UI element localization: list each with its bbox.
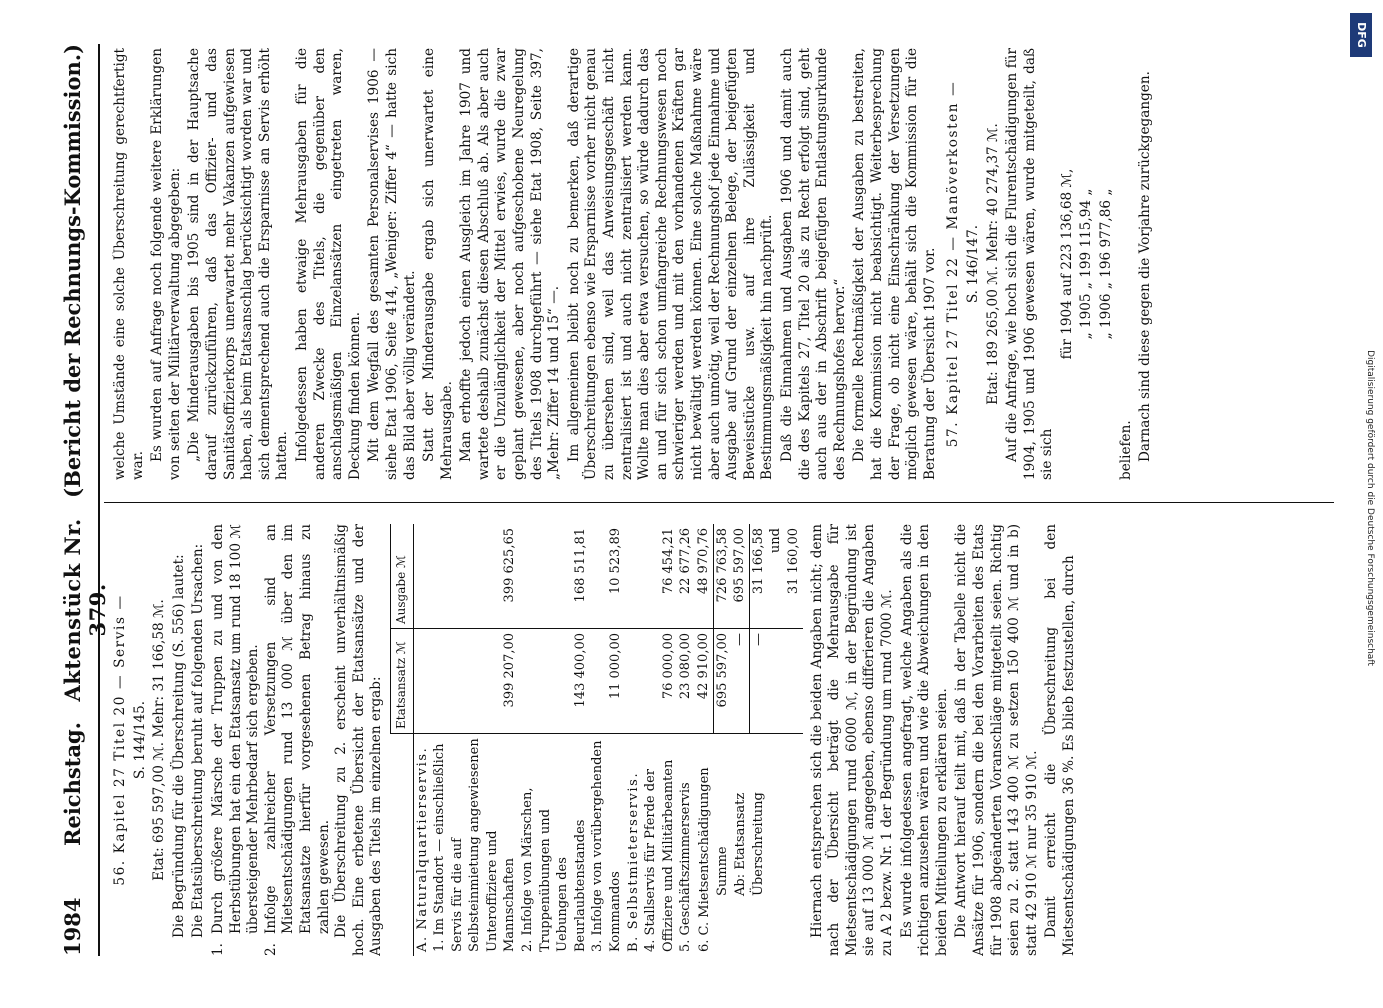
- header-left: Reichstag.: [59, 722, 85, 846]
- table-head-label: [390, 734, 413, 957]
- ueberschreitung-label: Überschreitung: [750, 792, 766, 896]
- para-formell: Die formelle Rechtmäßigkeit der Ausgaben zu bestreiten, hat die Kommission nicht beabsichtigt. Weiterbesprechung der Frage, ob nicht eine Einschränkung der Versetzungen möglich gewesen wäre, behält sich die Kommission für die Beratung der Übersicht 1907 vor.: [850, 48, 938, 480]
- ueberschreitung-etat: —: [749, 629, 767, 734]
- row-5-ausgabe: 22 677,26: [677, 524, 695, 629]
- para-antwort: Die Antwort hierauf teilt mit, daß in der Tabelle nicht die Ansätze für 1906, sondern die bei den Vorarbeiten des Etats für 1908 abgeänderten Voranschläge mitgeteilt seien. Richtig seien zu 2. statt 143 400 ℳ zu setzen 150 400 ℳ und in b) statt 42 910 ℳ nur 35 910 ℳ.: [952, 524, 1040, 956]
- row-5-etat: 23 080,00: [677, 629, 695, 734]
- cause-2-text: Infolge zahlreicher Versetzungen sind an Mietsentschädigungen rund 13 000 ℳ über den im Etatsansatze hierfür vorgesehenen Betrag hinaus zu zahlen gewesen.: [262, 524, 332, 934]
- para-ausgleich: Man erhoffte jedoch einen Ausgleich im Jahre 1907 und wartete deshalb zunächst diesen Abschluß ab. Als aber auch er die Unzulänglichkeit der Mittel erwies, wurde die zwar geplant gewesene, aber noch aufgeschobene Neuregelung des Titels 1908 durchgeführt — siehe Etat 1908, Seite 397, „Mehr: Ziffer 14 und 15“ —.: [457, 48, 562, 480]
- sec56-ref: S. 144/145.: [131, 700, 148, 780]
- table-row: [731, 524, 749, 956]
- ab-ausgabe: 695 597,00: [731, 524, 749, 629]
- header-title: Aktenstück Nr. 379.: [59, 518, 110, 702]
- overview-table: [389, 524, 802, 956]
- cause-intro: Die Etatsüberschreitung beruht auf folgenden Ursachen:: [189, 543, 206, 938]
- para-infolge: Infolgedessen haben etwaige Mehrausgaben für die anderen Zwecke des Titels, die gegenüber den anschlagsmäßigen Einzelansätzen eingetreten waren, Deckung finden können.: [293, 48, 363, 480]
- section-b: B. Selbstmieterservis.: [625, 771, 641, 952]
- header-rule: [98, 44, 100, 956]
- table-row: [519, 524, 589, 956]
- row-3-etat: 11 000,00: [589, 629, 624, 734]
- column-divider: [104, 502, 1334, 503]
- table-row: [767, 524, 785, 956]
- para-darnach: Darnach sind diese gegen die Vorjahre zurückgegangen.: [1136, 71, 1153, 462]
- row-2-ausgabe: 168 511,81: [519, 524, 589, 629]
- table-row: [642, 524, 677, 956]
- table-row-sum: [713, 524, 731, 956]
- left-column: [112, 524, 1322, 956]
- para-allgemeinen: Im allgemeinen bleibt noch zu bemerken, daß derartige Überschreitungen ebenso wie Ersparnisse vorher nicht genau zu übersehen sind, weil das Anweisungsgeschäft nicht zentralisiert ist und auch nicht zentralisiert werden kann. Wollte man dies aber etwa versuchen, so würde dadurch das an und für sich schon umfangreiche Rechnungswesen noch schwieriger werden und mit den vorhandenen Kräften gar nicht bewältigt werden können. Eine solche Maßnahme wäre aber auch unnötig, weil der Rechnungshof jede Einnahme und Ausgabe auf Grund der einzelnen Belege, der beigefügten Beweisstücke usw. auf ihre Zulässigkeit und Bestimmungsmäßigkeit hin nachprüft.: [565, 48, 775, 480]
- row-6-ausgabe: 48 970,76: [695, 524, 713, 629]
- cause-item-2: 2. Infolge zahlreicher Versetzungen sind an Mietsentschädigungen rund 13 000 ℳ über den im Etatsansatze hierfür vorgesehenen Betrag hinaus zu zahlen gewesen.: [262, 524, 332, 956]
- row-6-etat: 42 910,00: [695, 629, 713, 734]
- row-4-etat: 76 000,00: [642, 629, 677, 734]
- sec56-intro: Die Begründung für die Überschreitung (S. 556) lautet:: [170, 554, 187, 938]
- table-row: [749, 524, 767, 956]
- row-2-label: 2. Infolge von Märschen, Truppenübungen und Uebungen des Beurlaubtenstandes: [519, 787, 588, 952]
- section-a: A. Naturalquartierservis.: [414, 746, 429, 952]
- sec57-title: 57. Kapitel 27 Titel 22 — Manöverkosten —: [944, 80, 961, 448]
- para-damit: Damit erreicht die Überschreitung bei den Mietsentschädigungen 36 %. Es blieb festzustellen, durch: [1042, 524, 1077, 956]
- row-4-ausgabe: 76 454,21: [642, 524, 677, 629]
- sec57-etat: Etat: 189 265,00 ℳ. Mehr: 40 274,37 ℳ.: [984, 123, 1000, 405]
- table-row: [695, 524, 713, 956]
- para-entlastung: Daß die Einnahmen und Ausgaben 1906 und damit auch die des Kapitels 27, Titel 20 als zu Recht erfolgt sind, geht auch aus der in Abschrift beigefügten Entlastungsurkunde des Rechnungshofes hervor.“: [778, 48, 848, 480]
- para-anfrage: Es wurde infolgedessen angefragt, welche Angaben als die richtigen anzusehen wären und wie die Abweichungen in den beiden Mitteilungen zu erklären seien.: [898, 524, 950, 956]
- para-wegfall: Mit dem Wegfall des gesamten Personalservises 1906 — siehe Etat 1906, Seite 414, „Weniger: Ziffer 4“ — hatte sich das Bild aber völlig verändert.: [365, 48, 417, 480]
- table-row: [431, 524, 519, 956]
- overview-intro: Die Überschreitung zu 2. erscheint unverhältnismäßig hoch. Eine erbetene Übersicht der Etatsansätze und der Ausgaben des Titels im einzelnen ergab:: [332, 524, 384, 956]
- row-3-ausgabe: 10 523,89: [589, 524, 624, 629]
- row-1-etat: 399 207,00: [431, 629, 519, 734]
- para-quote: „Die Minderausgaben bis 1905 sind in der Hauptsache darauf zurückzuführen, daß das Offizier- und das Sanitätsoffizierkorps unerwartet mehr Vakanzen aufgewiesen haben, als beim Etatsanschlag berücksichtigt worden war und sich dementsprechend auch die Ersparnisse an Servis erhöht hatten.: [185, 48, 290, 480]
- row-1-label: 1. Im Standort — einschließlich Servis für die auf Selbsteinmietung angewiesenen Unteroffiziere und Mannschaften: [431, 738, 517, 952]
- table-head-ausgabe: Ausgabe ℳ: [390, 524, 413, 629]
- year-1905: „ 1905 „ 199 115,94 „: [1077, 188, 1094, 340]
- und-label: und: [767, 524, 785, 629]
- table-row: [413, 524, 431, 956]
- dfg-logo-text: DFG: [1355, 22, 1368, 48]
- sec57-ref: S. 146/147.: [964, 224, 981, 304]
- header-right: (Bericht der Rechnungs-Kommission.): [59, 44, 85, 498]
- para-statt: Statt der Minderausgabe ergab sich unerwartet eine Mehrausgabe.: [420, 48, 455, 480]
- table-row: [784, 524, 802, 956]
- year-1904: für 1904 auf 223 136,68 ℳ,: [1058, 168, 1075, 360]
- table-head-etat: Etatsansatz ℳ: [390, 629, 413, 734]
- rotated-page: [32, 20, 1352, 980]
- table-row: [624, 524, 642, 956]
- und-value: 31 160,00: [784, 524, 802, 629]
- ueberschreitung-ausgabe: 31 166,58: [749, 524, 767, 629]
- cause-1-text: Durch größere Märsche der Truppen zu und von den Herbstübungen hat ein den Etatsansatz um rund 18 100 ℳ übersteigender Mehrbedarf sich ergeben.: [209, 524, 261, 934]
- credit-text: Digitalisierung gefördert durch die Deutsche Forschungsgemeinschaft: [1365, 350, 1375, 666]
- sum-etat: 695 597,00: [713, 629, 731, 734]
- table-header-row: [390, 524, 413, 956]
- sum-ausgabe: 726 763,58: [713, 524, 731, 629]
- para-erklaerungen: Es wurden auf Anfrage noch folgende weitere Erklärungen von seiten der Militärverwaltung abgegeben:: [148, 48, 183, 480]
- para-flur: Auf die Anfrage, wie hoch sich die Flurentschädigungen für 1904, 1905 und 1906 gewesen wären, wurde mitgeteilt, daß sie sich: [1003, 48, 1055, 480]
- page-header: [59, 44, 110, 956]
- sec56-etat: Etat: 695 597,00 ℳ. Mehr: 31 166,58 ℳ.: [150, 599, 167, 881]
- right-column: [112, 48, 1322, 480]
- row-5-label: 5. Geschäftszimmerservis: [677, 782, 693, 952]
- table-row: [589, 524, 624, 956]
- table-row: [677, 524, 695, 956]
- digitization-credit: [1359, 8, 1375, 1008]
- para-beliefen: beliefen.: [1117, 420, 1134, 480]
- sec56-title: 56. Kapitel 27 Titel 20 — Servis —: [111, 594, 128, 886]
- row-3-label: 3. Infolge von vorübergehenden Kommandos: [589, 740, 623, 952]
- ab-label: Ab: Etatsansatz: [732, 792, 748, 896]
- row-2-etat: 143 400,00: [519, 629, 589, 734]
- ab-etat: —: [731, 629, 749, 734]
- row-6-label: 6. C. Mietsentschädigungen: [696, 767, 711, 952]
- para-hiernach: Hiernach entsprechen sich die beiden Angaben nicht; denn nach der Übersicht beträgt die Mehrausgabe für Mietsentschädigungen rund 6000 ℳ, in der Begründung ist sie auf 13 000 ℳ angegeben, ebenso differieren die Angaben zu A 2 bezw. Nr. 1 der Begründung um rund 7000 ℳ.: [808, 524, 895, 956]
- year-1906: „ 1906 „ 196 977,86 „: [1097, 188, 1114, 340]
- page-number: 1984: [59, 897, 85, 956]
- para-continued: welche Umstände eine solche Überschreitung gerechtfertigt war.: [111, 48, 146, 480]
- cause-item-1: 1. Durch größere Märsche der Truppen zu und von den Herbstübungen hat ein den Etatsansatz um rund 18 100 ℳ übersteigender Mehrbedarf sich ergeben.: [209, 524, 261, 956]
- row-4-label: 4. Stallservis für Pferde der Offiziere und Militärbeamten: [642, 759, 676, 952]
- sum-label: Summe: [714, 846, 730, 896]
- row-1-ausgabe: 399 625,65: [431, 524, 519, 629]
